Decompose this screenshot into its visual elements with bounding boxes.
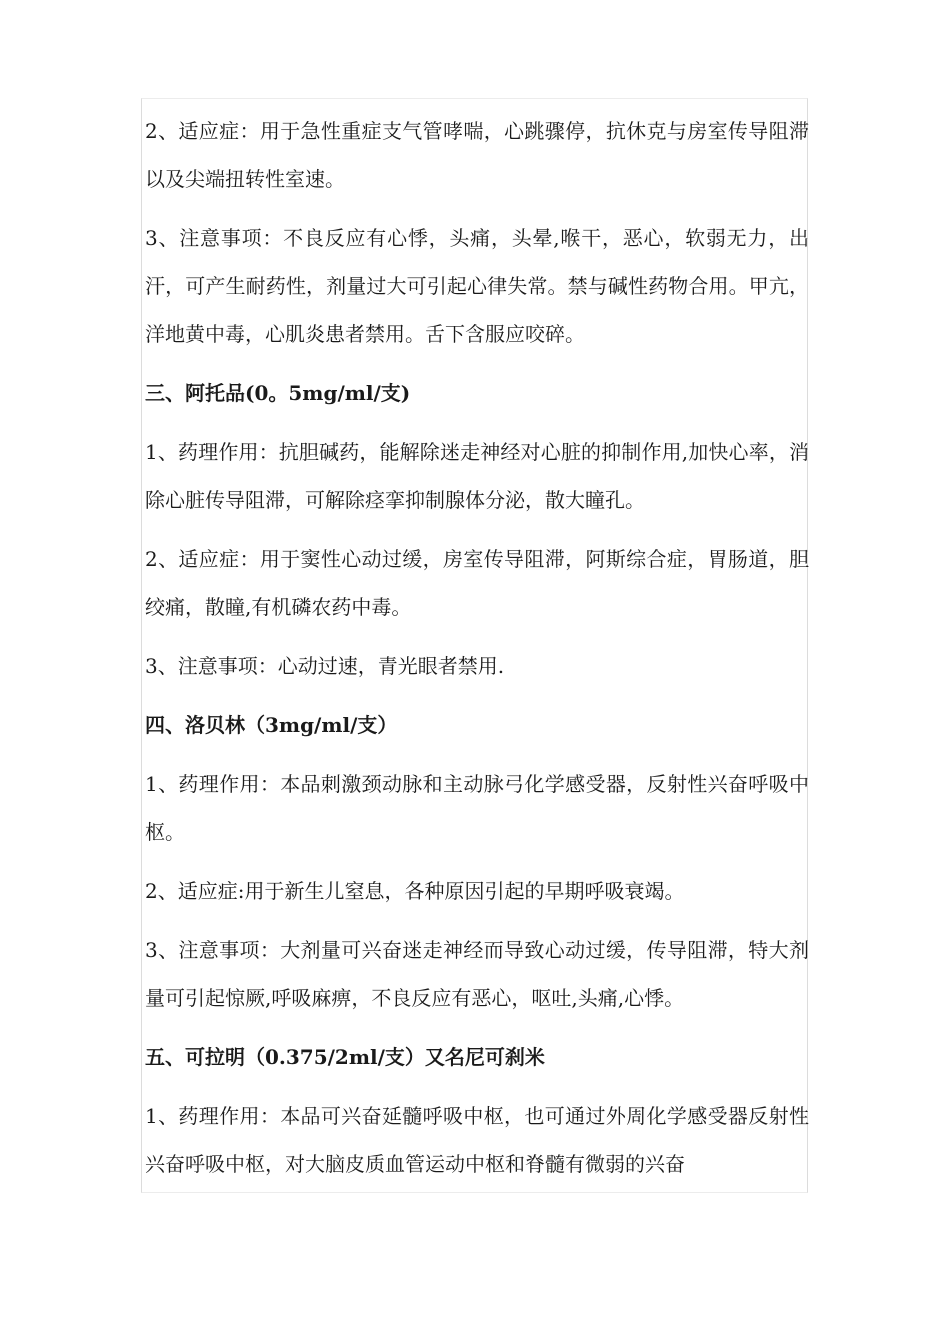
paragraph-lobeline-pharmacology: 1、药理作用：本品刺激颈动脉和主动脉弓化学感受器，反射性兴奋呼吸中枢。 — [145, 772, 809, 844]
paragraph-precautions-3: 3、注意事项：不良反应有心悸，头痛，头晕,喉干，恶心，软弱无力，出汗，可产生耐药性，剂量过大可引起心律失常。禁与碱性药物合用。甲亢，洋地黄中毒，心肌炎患者禁用。舌下含服应咬碎。 — [145, 226, 809, 346]
section-heading-atropine: 三、阿托品(0。5mg/ml/支) — [145, 381, 411, 405]
paragraph-atropine-precautions: 3、注意事项：心动过速，青光眼者禁用. — [145, 654, 505, 678]
paragraph-lobeline-indications: 2、适应症:用于新生儿窒息，各种原因引起的早期呼吸衰竭。 — [145, 879, 685, 903]
paragraph-lobeline-precautions: 3、注意事项：大剂量可兴奋迷走神经而导致心动过缓，传导阻滞，特大剂量可引起惊厥,呼吸麻痹，不良反应有恶心，呕吐,头痛,心悸。 — [145, 938, 809, 1010]
paragraph-atropine-pharmacology: 1、药理作用：抗胆碱药，能解除迷走神经对心脏的抑制作用,加快心率，消除心脏传导阻滞，可解除痉挛抑制腺体分泌，散大瞳孔。 — [145, 440, 809, 512]
section-heading-lobeline: 四、洛贝林（3mg/ml/支） — [145, 713, 398, 737]
paragraph-atropine-indications: 2、适应症：用于窦性心动过缓，房室传导阻滞，阿斯综合症，胃肠道，胆绞痛，散瞳,有机磷农药中毒。 — [145, 547, 809, 619]
paragraph-coramine-pharmacology: 1、药理作用：本品可兴奋延髓呼吸中枢，也可通过外周化学感受器反射性兴奋呼吸中枢，对大脑皮质血管运动中枢和脊髓有微弱的兴奋 — [145, 1104, 809, 1176]
section-heading-coramine: 五、可拉明（0.375/2ml/支）又名尼可刹米 — [145, 1045, 545, 1069]
document-body — [145, 107, 809, 1188]
paragraph-indications-2: 2、适应症：用于急性重症支气管哮喘，心跳骤停，抗休克与房室传导阻滞以及尖端扭转性室速。 — [145, 119, 809, 191]
